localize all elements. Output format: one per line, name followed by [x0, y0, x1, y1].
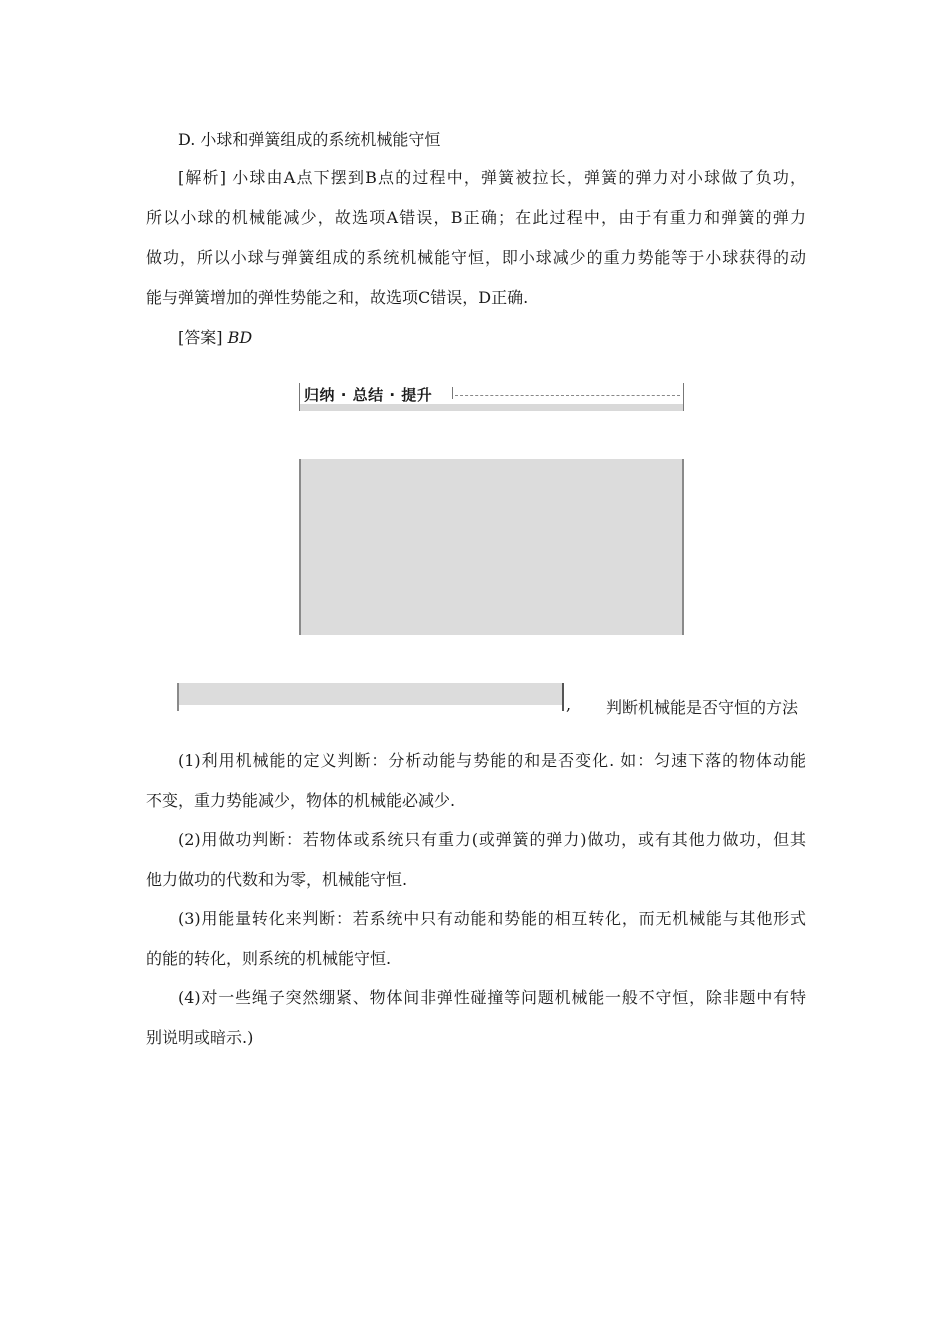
analysis-line-1: [解析] 小球由A点下摆到B点的过程中，弹簧被拉长，弹簧的弹力对小球做了负功，	[178, 168, 806, 187]
banner-title: 归纳 · 总结 · 提升	[304, 386, 433, 404]
point-4-line-1: (4)对一些绳子突然绷紧、物体间非弹性碰撞等问题机械能一般不守恒，除非题中有特	[178, 988, 806, 1007]
point-4-line-2: 别说明或暗示.)	[146, 1028, 254, 1047]
point-1-line-2: 不变，重力势能减少，物体的机械能必减少.	[146, 791, 456, 810]
point-3-line-2: 的能的转化，则系统的机械能守恒.	[146, 949, 392, 968]
figure-placeholder	[299, 459, 684, 635]
point-1-line-1: (1)利用机械能的定义判断：分析动能与势能的和是否变化. 如：匀速下落的物体动能	[178, 751, 806, 770]
section-banner	[299, 383, 684, 411]
banner-right-rule	[683, 383, 684, 411]
banner-dashed-line	[455, 395, 680, 396]
answer-line	[178, 328, 806, 348]
analysis-line-3: 做功，所以小球与弹簧组成的系统机械能守恒，即小球减少的重力势能等于小球获得的动	[146, 248, 806, 267]
banner-underbar	[299, 404, 684, 411]
answer-value: BD	[227, 328, 253, 347]
point-2-line-1: (2)用做功判断：若物体或系统只有重力(或弹簧的弹力)做功，或有其他力做功，但其	[178, 830, 806, 849]
method-bar-right-rule	[562, 683, 564, 711]
method-title: 判断机械能是否守恒的方法	[606, 698, 799, 717]
method-heading-bar	[177, 683, 564, 711]
banner-left-rule	[299, 383, 300, 411]
analysis-line-4: 能与弹簧增加的弹性势能之和，故选项C错误，D正确.	[146, 288, 529, 307]
banner-divider	[452, 387, 453, 399]
answer-label: [答案]	[178, 328, 223, 347]
point-2-line-2: 他力做功的代数和为零，机械能守恒.	[146, 870, 408, 889]
method-bar-fill	[177, 683, 564, 705]
analysis-line-2: 所以小球的机械能减少，故选项A错误，B正确；在此过程中，由于有重力和弹簧的弹力	[146, 208, 806, 227]
method-bar-left-rule	[177, 683, 179, 711]
option-d: D. 小球和弹簧组成的系统机械能守恒	[178, 130, 441, 149]
point-3-line-1: (3)用能量转化来判断：若系统中只有动能和势能的相互转化，而无机械能与其他形式	[178, 909, 806, 928]
method-comma: ,	[566, 695, 572, 714]
